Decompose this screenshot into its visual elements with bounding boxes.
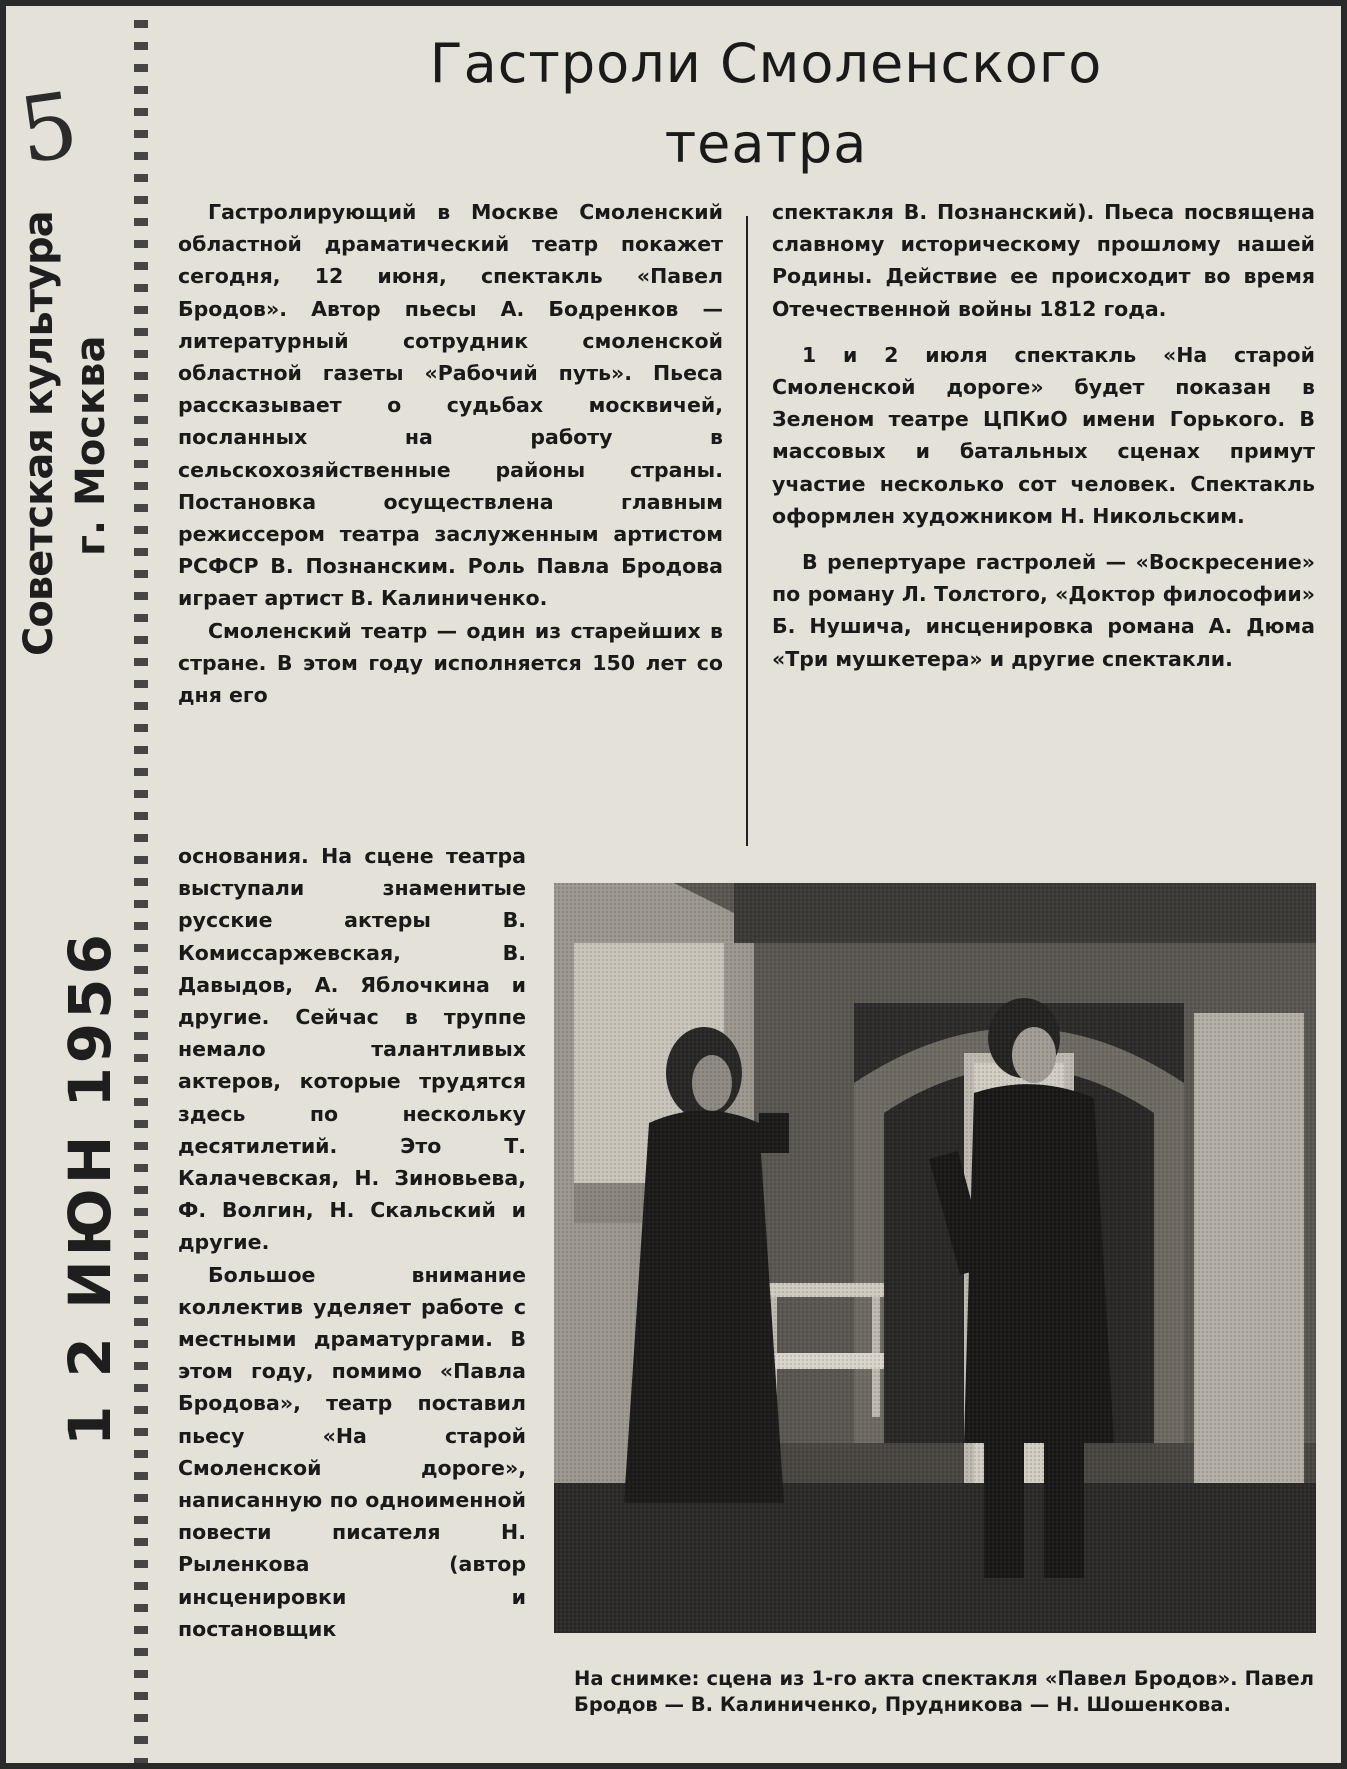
article-headline xyxy=(346,24,1186,184)
photo-caption: На снимке: сцена из 1-го акта спектакля «Павел Бродов». Павел Бродов — В. Калиниченко, Прудникова — Н. Шошенкова. xyxy=(574,1667,1314,1716)
column-divider xyxy=(746,216,748,846)
paragraph: Смоленский театр — один из старейших в стране. В этом году исполняется 150 лет со дня его xyxy=(178,618,723,708)
stage-scene-image xyxy=(554,883,1316,1633)
paragraph: основания. На сцене театра выступали знаменитые русские актеры В. Комиссаржевская, В. Давыдов, А. Яблочкина и другие. Сейчас в труппе немало талантливых актеров, которые трудятся здесь по нескольку десятилетий. Это Т. Калачевская, Н. Зиновьева, Ф. Волгин, Н. Скальский и другие. xyxy=(178,844,526,1255)
paragraph: 1 и 2 июля спектакль «На старой Смоленской дороге» будет показан в Зеленом театре ЦПКиО имени Горького. В массовых и батальных сценах примут участие несколько сот человек. Спектакль оформлен художником Н. Никольским. xyxy=(772,342,1315,528)
left-column xyxy=(178,196,723,711)
paragraph: Большое внимание коллектив уделяет работе с местными драматургами. В этом году, помимо «Павла Бродова», театр поставил пьесу «На старой Смоленской дороге», написанную по одноименной повести писателя Н. Рыленкова (автор инсценировки и постановщик xyxy=(178,1262,526,1641)
paragraph: Гастролирующий в Москве Смоленский областной драматический театр покажет сегодня, 12 июня, спектакль «Павел Бродов». Автор пьесы А. Бодренков — литературный сотрудник смоленской областной газеты «Рабочий путь». Пьеса рассказывает о судьбах москвичей, посланных на работу в сельскохозяйственные районы страны. Постановка осуществлена главным режиссером театра заслуженным артистом РСФСР В. Познанским. Роль Павла Бродова играет артист В. Калиниченко. xyxy=(178,200,723,611)
stage-photo xyxy=(554,883,1316,1633)
right-column xyxy=(772,196,1315,689)
paragraph: В репертуаре гастролей — «Воскресение» по роману Л. Толстого, «Доктор философии» Б. Нушича, инсценировка романа А. Дюма «Три мушкетера» и другие спектакли. xyxy=(772,550,1315,671)
newspaper-name-stamp: Советская культура xyxy=(16,211,62,656)
city-stamp: г. Москва xyxy=(68,335,114,556)
paragraph: спектакля В. Познанский). Пьеса посвящена славному историческому прошлому нашей Родины. Действие ее происходит во время Отечественной войны 1812 года. xyxy=(772,200,1315,321)
date-stamp: 1 2 ИЮН 1956 xyxy=(56,930,124,1446)
headline-line-2: театра xyxy=(664,112,868,175)
newspaper-clipping xyxy=(6,6,1341,1763)
headline-line-1: Гастроли Смоленского xyxy=(429,32,1103,95)
handwritten-mark: 5 xyxy=(12,72,85,185)
perforated-margin xyxy=(134,6,148,1763)
left-narrow-column xyxy=(178,840,526,1645)
